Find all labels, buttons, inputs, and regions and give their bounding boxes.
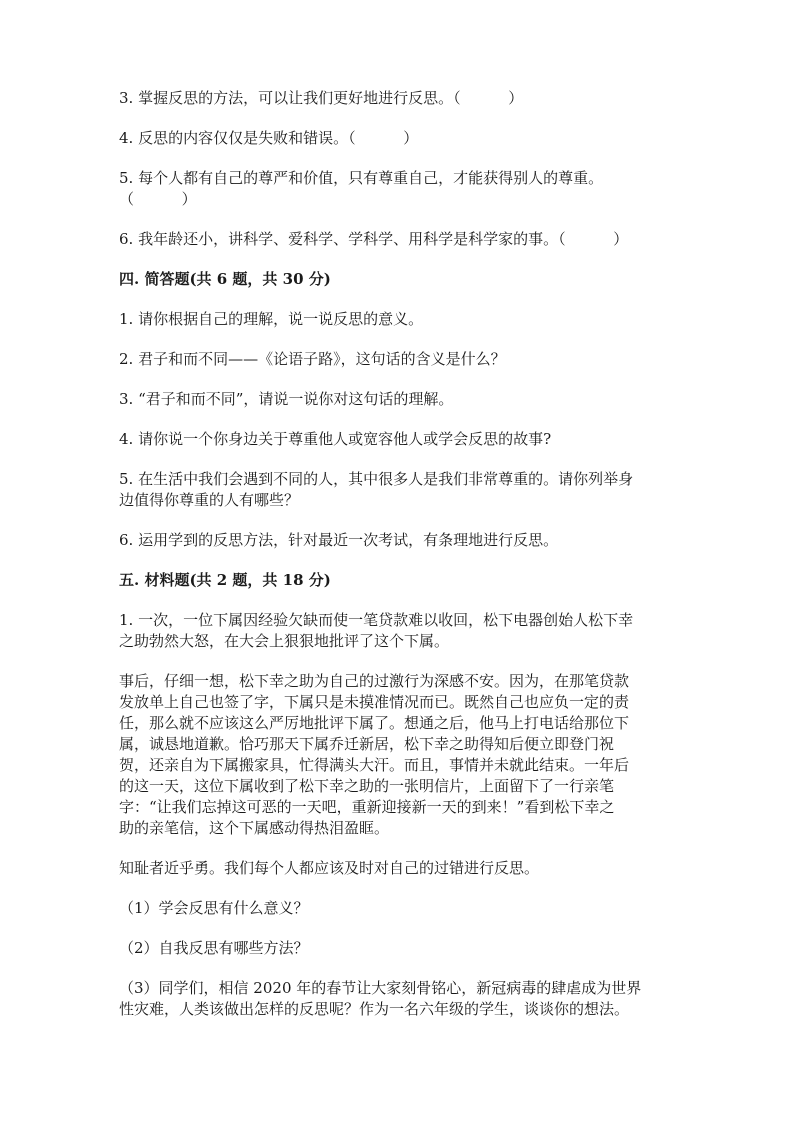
material-paragraph [119,858,675,879]
question-line: 1. 请你根据自己的理解，说一说反思的意义。 [119,310,424,328]
sub-question [119,978,675,1020]
exam-page [119,88,675,1020]
question-line: 3. 掌握反思的方法，可以让我们更好地进行反思。（ ） [119,89,524,107]
paragraph-line: 助的亲笔信，这个下属感动得热泪盈眶。 [119,819,390,837]
short-answer-section [119,269,675,551]
paragraph-line: 性灾难，人类该做出怎样的反思呢？作为一名六年级的学生，谈谈你的想法。 [119,1000,630,1018]
paragraph-line: 任，那么就不应该这么严厉地批评下属了。想通之后，他马上打电话给那位下 [119,714,630,732]
paragraph-line: 知耻者近乎勇。我们每个人都应该及时对自己的过错进行反思。 [119,859,540,877]
truefalse-section [119,88,675,250]
question-line: 5. 在生活中我们会遇到不同的人，其中很多人是我们非常尊重的。请你列举身 [119,470,634,488]
paragraph-line: 1. 一次，一位下属因经验欠缺而使一笔贷款难以收回，松下电器创始人松下幸 [119,611,634,629]
question-line: 边值得你尊重的人有哪些？ [119,491,300,509]
sub-question [119,938,675,959]
material-paragraph [119,610,675,652]
material-paragraph [119,671,675,839]
paragraph-line: 属，诚恳地道歉。恰巧那天下属乔迁新居，松下幸之助得知后便立即登门祝 [119,735,615,753]
section-title: 四. 简答题(共 6 题，共 30 分) [119,270,331,288]
material-section [119,570,675,1020]
paragraph-line: 贺，还亲自为下属搬家具，忙得满头大汗。而且，事情并未就此结束。一年后 [119,756,630,774]
question-line: 3. “君子和而不同”，请说一说你对这句话的理解。 [119,390,454,408]
question-line: 5. 每个人都有自己的尊严和价值，只有尊重自己，才能获得别人的尊重。 [119,169,604,187]
paragraph-line: 字：“让我们忘掉这可恶的一天吧，重新迎接新一天的到来！”看到松下幸之 [119,798,615,816]
question-line: （ ） [119,190,197,208]
question-line: 4. 反思的内容仅仅是失败和错误。（ ） [119,129,419,147]
question-line: 6. 运用学到的反思方法，针对最近一次考试，有条理地进行反思。 [119,531,559,549]
question-item [119,168,675,210]
section-title: 五. 材料题(共 2 题，共 18 分) [119,571,331,589]
question-item [119,469,675,511]
question-item [119,349,675,370]
question-item [119,429,675,450]
sub-question [119,898,675,919]
question-line: 2. 君子和而不同——《论语子路》，这句话的含义是什么？ [119,350,506,368]
question-item [119,389,675,410]
question-item [119,229,675,250]
question-line: 6. 我年龄还小，讲科学、爱科学、学科学、用科学是科学家的事。（ ） [119,230,629,248]
paragraph-line: 之助勃然大怒，在大会上狠狠地批评了这个下属。 [119,632,450,650]
question-line: 4. 请你说一个你身边关于尊重他人或宽容他人或学会反思的故事? [119,430,552,448]
question-item [119,88,675,109]
question-item [119,530,675,551]
paragraph-line: 事后，仔细一想，松下幸之助为自己的过激行为深感不安。因为，在那笔贷款 [119,672,630,690]
question-item [119,128,675,149]
paragraph-line: 发放单上自己也签了字，下属只是未摸准情况而已。既然自己也应负一定的责 [119,693,630,711]
paragraph-line: （3）同学们，相信 2020 年的春节让大家刻骨铭心，新冠病毒的肆虐成为世界 [119,979,642,997]
paragraph-line: 的这一天，这位下属收到了松下幸之助的一张明信片，上面留下了一行亲笔 [119,777,615,795]
paragraph-line: （1）学会反思有什么意义？ [119,899,309,917]
paragraph-line: （2）自我反思有哪些方法？ [119,939,309,957]
question-item [119,309,675,330]
